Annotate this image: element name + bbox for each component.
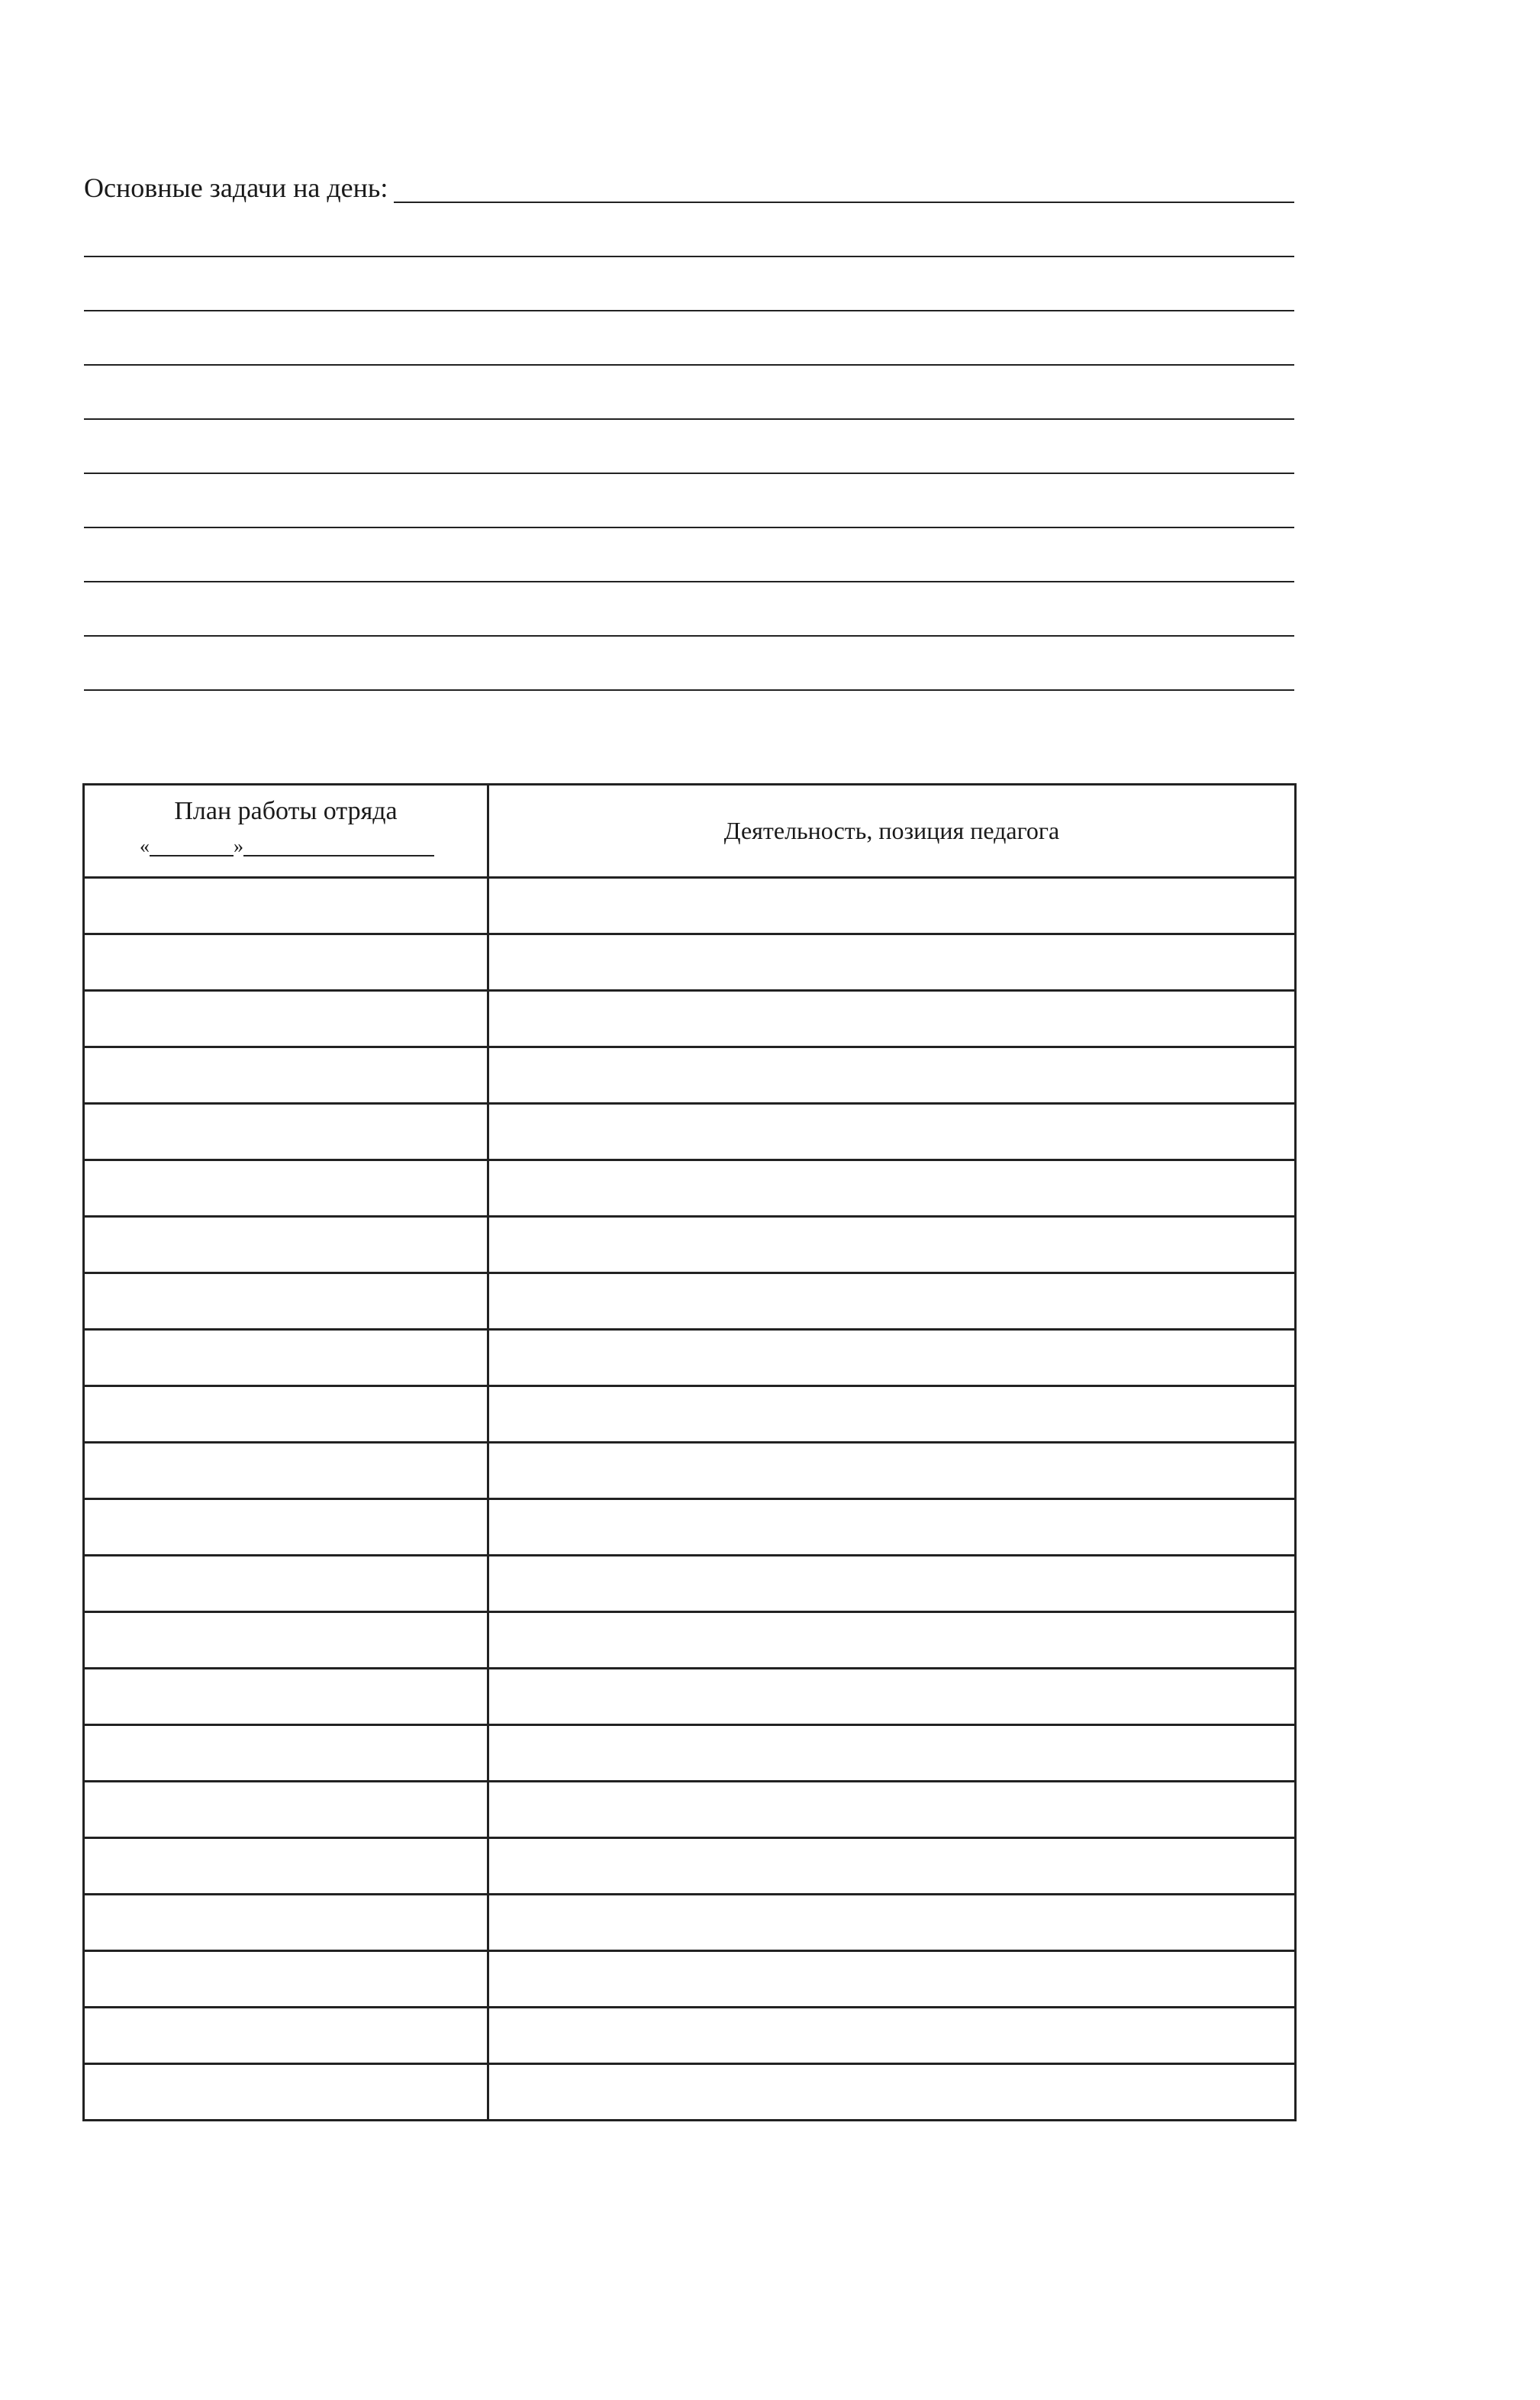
activity-cell[interactable] xyxy=(488,1838,1296,1895)
table-row xyxy=(84,2008,1296,2064)
plan-cell[interactable] xyxy=(84,1669,488,1725)
task-line[interactable] xyxy=(84,582,1294,637)
activity-cell[interactable] xyxy=(488,991,1296,1047)
plan-cell[interactable] xyxy=(84,1273,488,1330)
plan-cell[interactable] xyxy=(84,1443,488,1499)
table-row xyxy=(84,934,1296,991)
plan-cell[interactable] xyxy=(84,1725,488,1782)
activity-cell[interactable] xyxy=(488,878,1296,934)
table-row xyxy=(84,1725,1296,1782)
activity-cell[interactable] xyxy=(488,1443,1296,1499)
task-line[interactable] xyxy=(84,203,1294,257)
task-line[interactable] xyxy=(84,257,1294,311)
task-line[interactable] xyxy=(84,366,1294,420)
table-row xyxy=(84,1330,1296,1386)
plan-cell[interactable] xyxy=(84,2008,488,2064)
table-row xyxy=(84,1217,1296,1273)
activity-cell[interactable] xyxy=(488,1782,1296,1838)
plan-cell[interactable] xyxy=(84,991,488,1047)
table-row xyxy=(84,878,1296,934)
activity-cell[interactable] xyxy=(488,934,1296,991)
activity-cell[interactable] xyxy=(488,1217,1296,1273)
activity-cell[interactable] xyxy=(488,1160,1296,1217)
table-row xyxy=(84,1499,1296,1556)
activity-cell[interactable] xyxy=(488,1330,1296,1386)
activity-cell[interactable] xyxy=(488,1895,1296,1951)
activity-column-header: Деятельность, позиция педагога xyxy=(488,785,1296,878)
plan-cell[interactable] xyxy=(84,1951,488,2008)
table-row xyxy=(84,1951,1296,2008)
activity-cell[interactable] xyxy=(488,1047,1296,1104)
table-row xyxy=(84,1386,1296,1443)
task-line[interactable] xyxy=(84,474,1294,528)
task-line[interactable] xyxy=(84,420,1294,474)
date-close-quote: » xyxy=(234,834,243,857)
plan-cell[interactable] xyxy=(84,1838,488,1895)
table-row xyxy=(84,1669,1296,1725)
activity-cell[interactable] xyxy=(488,1104,1296,1160)
plan-cell[interactable] xyxy=(84,1386,488,1443)
table-row xyxy=(84,1612,1296,1669)
plan-cell[interactable] xyxy=(84,1330,488,1386)
plan-cell[interactable] xyxy=(84,1104,488,1160)
activity-cell[interactable] xyxy=(488,1556,1296,1612)
plan-cell[interactable] xyxy=(84,1047,488,1104)
plan-cell[interactable] xyxy=(84,1556,488,1612)
plan-cell[interactable] xyxy=(84,1895,488,1951)
plan-column-header xyxy=(84,785,488,878)
task-line[interactable] xyxy=(84,528,1294,582)
activity-cell[interactable] xyxy=(488,2064,1296,2121)
daily-tasks-section xyxy=(84,160,1294,691)
activity-cell[interactable] xyxy=(488,1499,1296,1556)
table-row xyxy=(84,1556,1296,1612)
activity-cell[interactable] xyxy=(488,1951,1296,2008)
activity-cell[interactable] xyxy=(488,1612,1296,1669)
table-row xyxy=(84,1160,1296,1217)
activity-cell[interactable] xyxy=(488,2008,1296,2064)
plan-cell[interactable] xyxy=(84,1160,488,1217)
plan-cell[interactable] xyxy=(84,1217,488,1273)
tasks-lines xyxy=(84,203,1294,691)
date-month-blank[interactable] xyxy=(243,854,434,856)
plan-cell[interactable] xyxy=(84,934,488,991)
table-row xyxy=(84,1104,1296,1160)
activity-cell[interactable] xyxy=(488,1725,1296,1782)
plan-cell[interactable] xyxy=(84,1782,488,1838)
tasks-heading-row xyxy=(84,160,1294,203)
table-body xyxy=(84,878,1296,2121)
plan-table xyxy=(82,783,1297,2121)
activity-cell[interactable] xyxy=(488,1273,1296,1330)
activity-cell[interactable] xyxy=(488,1669,1296,1725)
tasks-write-line[interactable] xyxy=(394,201,1294,203)
table-header-row xyxy=(84,785,1296,878)
table-row xyxy=(84,1443,1296,1499)
task-line[interactable] xyxy=(84,311,1294,366)
table-row xyxy=(84,2064,1296,2121)
plan-column-title: План работы отряда xyxy=(174,797,398,825)
table-row xyxy=(84,991,1296,1047)
table-row xyxy=(84,1838,1296,1895)
plan-cell[interactable] xyxy=(84,878,488,934)
plan-cell[interactable] xyxy=(84,1612,488,1669)
task-line[interactable] xyxy=(84,637,1294,691)
date-day-blank[interactable] xyxy=(150,854,234,856)
tasks-label: Основные задачи на день: xyxy=(84,173,388,203)
date-open-quote: « xyxy=(140,834,150,857)
table-row xyxy=(84,1895,1296,1951)
table-row xyxy=(84,1047,1296,1104)
plan-cell[interactable] xyxy=(84,1499,488,1556)
table-row xyxy=(84,1273,1296,1330)
table-row xyxy=(84,1782,1296,1838)
plan-cell[interactable] xyxy=(84,2064,488,2121)
activity-cell[interactable] xyxy=(488,1386,1296,1443)
date-field[interactable] xyxy=(140,834,487,857)
